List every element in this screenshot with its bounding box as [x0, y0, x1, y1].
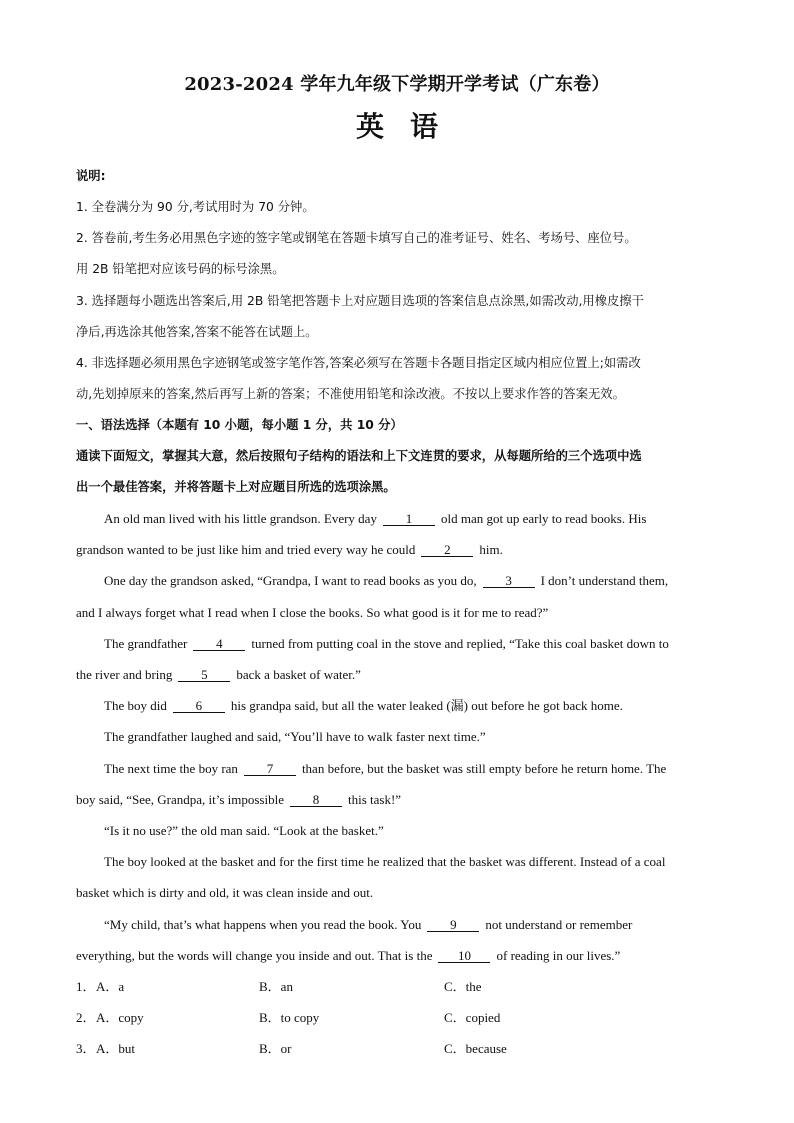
instruction-line: 净后,再选涂其他答案,答案不能答在试题上。: [76, 325, 318, 339]
option-c[interactable]: C．because: [444, 1041, 507, 1056]
passage-line: [76, 542, 503, 558]
instruction-line: 1. 全卷满分为 90 分,考试用时为 70 分钟。: [76, 200, 315, 214]
instruction-line: 用 2B 铅笔把对应该号码的标号涂黑。: [76, 262, 285, 276]
passage-line: [104, 917, 632, 933]
passage-text: not understand or remember: [485, 917, 633, 932]
passage-text: grandson wanted to be just like him and tried every way he could: [76, 542, 416, 557]
answer-blank: 6: [173, 699, 225, 713]
passage-line: [104, 636, 669, 652]
option-c[interactable]: C．the: [444, 979, 482, 994]
answer-blank: 5: [178, 668, 230, 682]
question-number: 1．: [76, 979, 96, 994]
passage-text: An old man lived with his little grandson. Every day: [104, 511, 377, 526]
passage-text: boy said, “See, Grandpa, it’s impossible: [76, 792, 284, 807]
answer-blank: 9: [427, 918, 479, 932]
option-b[interactable]: B．an: [259, 979, 293, 994]
section-heading: 一、语法选择（本题有 10 小题，每小题 1 分，共 10 分）: [76, 418, 403, 432]
instructions-heading: 说明:: [76, 169, 106, 183]
passage-line: The grandfather laughed and said, “You’ll have to walk faster next time.”: [104, 729, 486, 744]
passage-text: this task!”: [347, 792, 402, 807]
passage-line: The boy looked at the basket and for the first time he realized that the basket was different. Instead of a coal: [104, 854, 666, 869]
section-direction: 出一个最佳答案，并将答题卡上对应题目所选的选项涂黑。: [76, 480, 396, 494]
passage-text: One day the grandson asked, “Grandpa, I want to read books as you do,: [104, 573, 477, 588]
passage-text: the river and bring: [76, 667, 173, 682]
passage-line: basket which is dirty and old, it was clean inside and out.: [76, 885, 374, 900]
option-b[interactable]: B．or: [259, 1041, 292, 1056]
passage-line: [104, 573, 668, 589]
passage-text: of reading in our lives.”: [496, 948, 621, 963]
passage-line: [104, 761, 666, 777]
answer-blank: 2: [421, 543, 473, 557]
instruction-line: 4. 非选择题必须用黑色字迹钢笔或签字笔作答,答案必须写在答题卡各题目指定区域内相应位置上;如需改: [76, 356, 641, 370]
section-direction: 通读下面短文，掌握其大意，然后按照句子结构的语法和上下文连贯的要求，从每题所给的三个选项中选: [76, 449, 642, 463]
option-c[interactable]: C．copied: [444, 1010, 501, 1025]
passage-text: I don’t understand them,: [540, 573, 669, 588]
option-b[interactable]: B．to copy: [259, 1010, 320, 1025]
passage-line: “Is it no use?” the old man said. “Look at the basket.”: [104, 823, 384, 838]
passage-text: than before, but the basket was still empty before he return home. The: [301, 761, 667, 776]
answer-blank: 3: [483, 574, 535, 588]
option-a[interactable]: A．but: [96, 1041, 136, 1056]
passage-text: everything, but the words will change you inside and out. That is the: [76, 948, 433, 963]
passage-text: back a basket of water.”: [236, 667, 361, 682]
answer-blank: 4: [193, 637, 245, 651]
subject-title: 英语: [355, 110, 464, 143]
passage-text: him.: [479, 542, 503, 557]
passage-text: “My child, that’s what happens when you read the book. You: [104, 917, 422, 932]
instruction-line: 动,先划掉原来的答案,然后再写上新的答案；不准使用铅笔和涂改液。不按以上要求作答的答案无效。: [76, 387, 625, 401]
passage-line: [76, 948, 620, 964]
exam-title: 2023-2024 学年九年级下学期开学考试（广东卷）: [184, 74, 610, 95]
question-number: 2．: [76, 1010, 96, 1025]
passage-line: [76, 667, 361, 683]
passage-text: turned from putting coal in the stove and replied, “Take this coal basket down to: [251, 636, 669, 651]
option-a[interactable]: A．a: [96, 979, 125, 994]
passage-line: [76, 792, 401, 808]
passage-text: old man got up early to read books. His: [440, 511, 647, 526]
passage-line: and I always forget what I read when I close the books. So what good is it for me to read?”: [76, 605, 549, 620]
answer-blank: 10: [438, 949, 490, 963]
answer-blank: 8: [290, 793, 342, 807]
option-a[interactable]: A．copy: [96, 1010, 144, 1025]
passage-text: The boy did: [104, 698, 167, 713]
passage-line: [104, 698, 623, 714]
passage-line: [104, 511, 646, 527]
passage-text: The next time the boy ran: [104, 761, 238, 776]
answer-blank: 7: [244, 762, 296, 776]
instruction-line: 3. 选择题每小题选出答案后,用 2B 铅笔把答题卡上对应题目选项的答案信息点涂黑,如需改动,用橡皮擦干: [76, 294, 644, 308]
passage-text: The grandfather: [104, 636, 188, 651]
question-number: 3．: [76, 1041, 96, 1056]
instruction-line: 2. 答卷前,考生务必用黑色字迹的签字笔或钢笔在答题卡填写自己的准考证号、姓名、考场号、座位号。: [76, 231, 637, 245]
passage-text: his grandpa said, but all the water leaked (漏) out before he got back home.: [230, 698, 623, 713]
answer-blank: 1: [383, 512, 435, 526]
